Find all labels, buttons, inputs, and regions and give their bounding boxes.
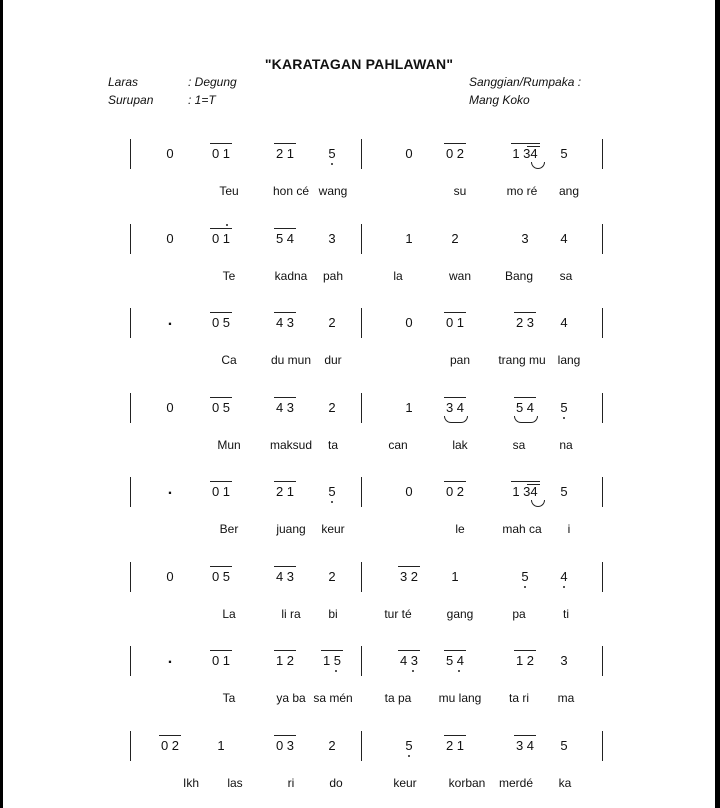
note-group: 4 3 — [275, 568, 295, 584]
note-group: 5 — [560, 737, 568, 753]
lyric-syllable: korban — [448, 775, 486, 790]
note-group: 3 2 — [399, 568, 419, 584]
note-group: 4 — [560, 568, 568, 584]
note-group: . — [167, 481, 173, 498]
barline — [602, 731, 603, 761]
beam-line — [444, 143, 466, 144]
meta-right — [469, 73, 581, 109]
credit-value: Mang Koko — [469, 93, 530, 107]
slur — [514, 416, 538, 423]
note-group: 0 1 — [211, 653, 231, 668]
barline — [130, 646, 131, 676]
barline — [361, 731, 362, 761]
note-group: 5 — [560, 146, 568, 161]
octave-dot-low — [524, 586, 526, 588]
note-group: 0 — [405, 315, 413, 330]
note-group: 0 1 — [211, 484, 231, 499]
lyric-syllable: wang — [318, 184, 348, 198]
note-group: 0 — [166, 146, 174, 161]
note-group: 3 — [521, 230, 529, 246]
note-group: 2 1 — [275, 146, 295, 161]
beam-line — [210, 397, 232, 398]
beam-line — [514, 735, 536, 736]
surupan-label: Surupan — [108, 93, 154, 107]
lyric-syllable: merdé — [498, 775, 534, 790]
note-group: 2 — [451, 230, 459, 246]
lyric-syllable: do — [329, 775, 343, 790]
beam-line — [274, 397, 296, 398]
beam-line — [210, 143, 232, 144]
beam-line — [444, 650, 466, 651]
note-group: 0 3 — [275, 737, 295, 753]
beam-line — [514, 397, 536, 398]
note-group: 0 5 — [211, 399, 231, 415]
octave-dot-low — [335, 670, 337, 672]
lyric-syllable: Ikh — [182, 775, 200, 790]
barline — [602, 139, 603, 169]
lyric-syllable: Ta — [222, 691, 236, 705]
note-group: 2 1 — [275, 484, 295, 499]
octave-dot-low — [563, 586, 565, 588]
lyric-syllable: mo ré — [506, 184, 538, 198]
note-group: 3 — [328, 230, 336, 246]
note-group: 1 — [451, 568, 459, 584]
note-group: 3 4 — [445, 399, 465, 415]
note-group: 0 — [166, 230, 174, 246]
lyric-syllable: ang — [558, 184, 580, 198]
lyric-syllable: ri — [287, 775, 295, 790]
lyric-syllable: pa — [512, 606, 526, 621]
note-group: 5 — [328, 146, 336, 161]
barline — [130, 139, 131, 169]
lyric-syllable: wan — [448, 268, 472, 283]
beam-line — [210, 566, 232, 567]
barline — [130, 562, 131, 592]
lyric-syllable: Bang — [504, 268, 534, 283]
notation-sheet — [3, 0, 715, 808]
credit-label: Sanggian/Rumpaka : — [469, 75, 582, 89]
note-group: 1 2 — [515, 653, 535, 668]
barline — [361, 224, 362, 254]
lyric-syllable: ta ri — [508, 691, 530, 705]
barline — [361, 139, 362, 169]
note-group: 5 4 — [275, 230, 295, 246]
lyric-syllable: trang mu — [498, 353, 546, 367]
lyric-syllable: li ra — [281, 606, 301, 621]
note-group: 0 2 — [445, 146, 465, 161]
lyric-syllable: juang — [276, 522, 306, 536]
beam-line — [210, 312, 232, 313]
lyric-syllable: keur — [321, 522, 345, 536]
lyric-syllable: maksud — [269, 437, 313, 452]
note-group: 5 — [328, 484, 336, 499]
lyric-syllable: ya ba — [276, 691, 306, 705]
beam-line — [274, 143, 296, 144]
lyric-syllable: Mun — [217, 437, 241, 452]
note-group: . — [167, 312, 173, 329]
note-group: 2 — [328, 568, 336, 584]
beam-line — [210, 481, 232, 482]
note-group: 5 4 — [445, 653, 465, 668]
beam-line — [210, 228, 232, 229]
octave-dot-low — [331, 501, 333, 503]
lyric-syllable: hon cé — [272, 184, 310, 198]
beam-line — [210, 650, 232, 651]
lyric-syllable: Te — [222, 268, 236, 283]
slur — [444, 416, 468, 423]
lyric-syllable: sa — [512, 437, 526, 452]
note-group: . — [167, 650, 173, 667]
beam-line — [444, 735, 466, 736]
note-group: 5 — [521, 568, 529, 584]
barline — [130, 393, 131, 423]
note-group: 0 1 — [211, 146, 231, 161]
beam-line — [511, 143, 540, 144]
lyric-syllable: sa mén — [313, 691, 353, 705]
lyric-syllable: pan — [449, 353, 471, 367]
barline — [602, 393, 603, 423]
lyric-syllable: dur — [324, 353, 342, 367]
beam-line — [274, 228, 296, 229]
note-group: 0 1 — [445, 315, 465, 330]
note-group: 2 3 — [515, 315, 535, 330]
beam-line — [274, 312, 296, 313]
lyric-syllable: gang — [446, 606, 474, 621]
lyric-syllable: Ber — [219, 522, 239, 536]
barline — [361, 477, 362, 507]
barline — [130, 224, 131, 254]
beam-line — [398, 566, 420, 567]
lyric-syllable: mah ca — [502, 522, 542, 536]
beam-line — [398, 650, 420, 651]
note-group: 3 4 — [515, 737, 535, 753]
octave-dot-high — [226, 224, 228, 226]
octave-dot-low — [458, 670, 460, 672]
lyric-syllable: bi — [328, 606, 338, 621]
barline — [130, 731, 131, 761]
note-group: 0 — [405, 484, 413, 499]
lyric-syllable: ma — [557, 691, 575, 705]
lyric-syllable: pah — [322, 268, 344, 283]
note-group: 1 — [217, 737, 225, 753]
lyric-syllable: i — [567, 522, 571, 536]
barline — [361, 308, 362, 338]
barline — [361, 393, 362, 423]
lyric-syllable: Ca — [221, 353, 237, 367]
lyric-syllable: la — [393, 268, 403, 283]
note-group: 1 — [405, 230, 413, 246]
lyric-syllable: ta — [327, 437, 339, 452]
laras-label: Laras — [108, 75, 139, 89]
note-group: 1 34 — [512, 484, 538, 499]
barline — [130, 477, 131, 507]
beam-line — [274, 481, 296, 482]
laras-value: : Degung — [188, 75, 237, 89]
note-group: 0 2 — [445, 484, 465, 499]
beam-line — [321, 650, 343, 651]
note-group: 5 — [560, 399, 568, 415]
song-title: "KARATAGAN PAHLAWAN" — [264, 56, 454, 72]
note-group: 1 34 — [512, 146, 538, 161]
lyric-syllable: ta pa — [384, 691, 412, 705]
meta-left — [108, 73, 237, 109]
barline — [602, 477, 603, 507]
note-group: 0 1 — [211, 230, 231, 246]
lyric-syllable: Teu — [219, 184, 239, 198]
lyric-syllable: sa — [559, 268, 573, 283]
note-group: 4 3 — [275, 399, 295, 415]
note-group: 0 — [405, 146, 413, 161]
slur — [531, 500, 545, 507]
note-group: 3 — [560, 653, 568, 668]
lyric-syllable: can — [388, 437, 408, 452]
lyric-syllable: na — [559, 437, 573, 452]
barline — [602, 562, 603, 592]
note-group: 0 — [166, 568, 174, 584]
note-group: 0 5 — [211, 315, 231, 330]
octave-dot-low — [331, 163, 333, 165]
surupan-value: : 1=T — [188, 93, 216, 107]
barline — [361, 646, 362, 676]
lyric-syllable: lak — [452, 437, 468, 452]
lyric-syllable: las — [227, 775, 243, 790]
beam-line — [444, 312, 466, 313]
note-group: 5 — [560, 484, 568, 499]
note-group: 5 — [405, 737, 413, 753]
beam-line — [274, 735, 296, 736]
beam-line — [514, 650, 536, 651]
beam-line — [511, 481, 540, 482]
lyric-syllable: keur — [393, 775, 417, 790]
lyric-syllable: ka — [558, 775, 572, 790]
octave-dot-low — [412, 670, 414, 672]
note-group: 1 2 — [275, 653, 295, 668]
beam-line — [527, 484, 540, 485]
lyric-syllable: ti — [563, 606, 569, 621]
note-group: 1 — [405, 399, 413, 415]
lyric-syllable: mu lang — [438, 691, 482, 705]
lyric-syllable: tur té — [384, 606, 412, 621]
note-group: 2 1 — [445, 737, 465, 753]
octave-dot-low — [408, 755, 410, 757]
note-group: 2 — [328, 315, 336, 330]
beam-line — [444, 397, 466, 398]
note-group: 0 2 — [160, 737, 180, 753]
barline — [602, 224, 603, 254]
barline — [602, 646, 603, 676]
beam-line — [159, 735, 181, 736]
beam-line — [514, 312, 536, 313]
slur — [531, 162, 545, 169]
note-group: 2 — [328, 399, 336, 415]
note-group: 2 — [328, 737, 336, 753]
lyric-syllable: du mun — [270, 353, 312, 367]
beam-line — [274, 650, 296, 651]
octave-dot-low — [563, 417, 565, 419]
lyric-syllable: kadna — [274, 268, 308, 283]
note-group: 5 4 — [515, 399, 535, 415]
beam-line — [527, 146, 540, 147]
note-group: 0 — [166, 399, 174, 415]
note-group: 4 3 — [275, 315, 295, 330]
note-group: 0 5 — [211, 568, 231, 584]
barline — [361, 562, 362, 592]
note-group: 1 5 — [322, 653, 342, 668]
lyric-syllable: su — [453, 184, 467, 198]
note-group: 4 — [560, 230, 568, 246]
note-group: 4 — [560, 315, 568, 330]
barline — [130, 308, 131, 338]
lyric-syllable: La — [222, 606, 236, 621]
lyric-syllable: lang — [557, 353, 581, 367]
barline — [602, 308, 603, 338]
beam-line — [274, 566, 296, 567]
note-group: 4 3 — [399, 653, 419, 668]
lyric-syllable: le — [455, 522, 465, 536]
beam-line — [444, 481, 466, 482]
